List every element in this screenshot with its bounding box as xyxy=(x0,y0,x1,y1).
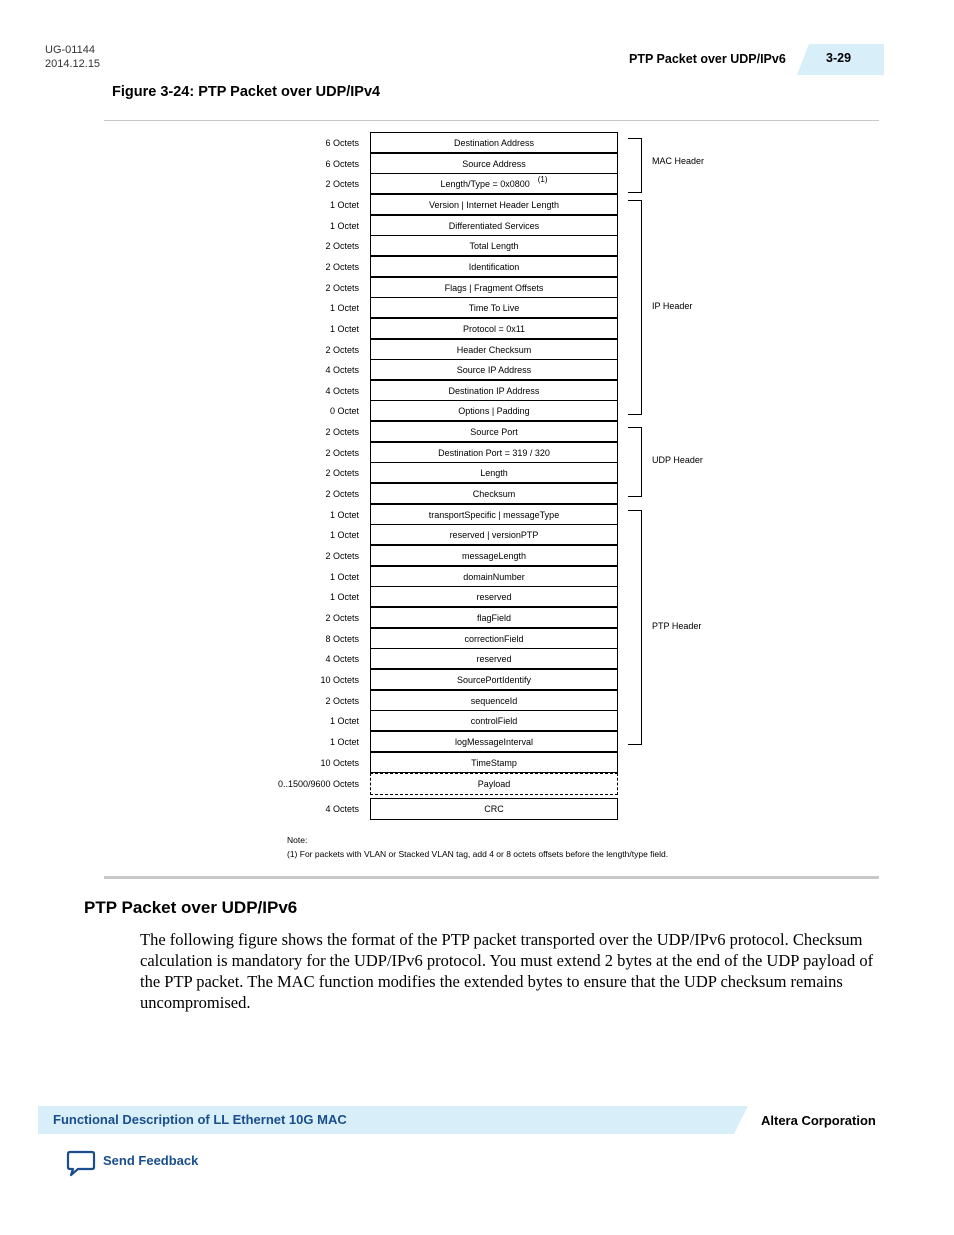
packet-field xyxy=(370,798,618,820)
figure-bottom-rule xyxy=(104,876,879,879)
figure-note-label: Note: xyxy=(287,835,308,845)
ip-header-bracket xyxy=(628,200,642,415)
octet-count: 1 Octet xyxy=(329,591,359,602)
section-paragraph: The following figure shows the format of the PTP packet transported over the UDP/IPv6 protocol. Checksum calculation is mandatory for the UDP/IPv6 protocol. You must extend 2 bytes at the end of the UDP payload of the PTP packet. The MAC function modifies the extended bytes to ensure that the UDP checksum remains uncompromised. xyxy=(140,930,874,1012)
packet-field-label: Flags | Fragment Offsets xyxy=(444,282,544,293)
octet-count: 2 Octets xyxy=(325,447,359,458)
packet-field-label: Checksum xyxy=(472,488,516,499)
footer-company: Altera Corporation xyxy=(761,1113,876,1128)
packet-field xyxy=(370,628,618,649)
packet-field xyxy=(370,194,618,215)
mac-header-bracket xyxy=(628,138,642,193)
packet-field-label: Options | Padding xyxy=(458,405,530,416)
packet-field-label: reserved xyxy=(476,591,512,602)
octet-count: 1 Octet xyxy=(329,736,359,747)
octet-count: 2 Octets xyxy=(325,426,359,437)
packet-field-label: controlField xyxy=(470,715,518,726)
packet-field-label: Time To Live xyxy=(468,302,520,313)
ip-header-label: IP Header xyxy=(652,301,693,311)
octet-count: 1 Octet xyxy=(329,323,359,334)
packet-field-label: messageLength xyxy=(461,550,527,561)
packet-field xyxy=(370,669,618,690)
octet-count: 1 Octet xyxy=(329,715,359,726)
octet-count: 2 Octets xyxy=(325,612,359,623)
udp-header-label: UDP Header xyxy=(652,455,703,465)
packet-field-label: domainNumber xyxy=(463,571,525,582)
octet-count: 1 Octet xyxy=(329,220,359,231)
packet-field-label: SourcePortIdentify xyxy=(456,674,532,685)
document-id: UG-01144 xyxy=(45,44,95,56)
packet-field-label: Identification xyxy=(468,261,520,272)
packet-field xyxy=(370,545,618,566)
packet-field xyxy=(370,752,618,773)
octet-count: 2 Octets xyxy=(325,488,359,499)
packet-field-label: flagField xyxy=(476,612,512,623)
octet-count: 2 Octets xyxy=(325,695,359,706)
figure-title: Figure 3-24: PTP Packet over UDP/IPv4 xyxy=(112,84,381,100)
packet-field-label: Payload xyxy=(477,779,511,789)
packet-field-label: reserved xyxy=(476,653,512,664)
packet-field-label: Destination Address xyxy=(453,137,535,148)
octet-count: 4 Octets xyxy=(325,653,359,664)
running-header-section: PTP Packet over UDP/IPv6 xyxy=(629,52,786,66)
packet-field xyxy=(370,690,618,711)
page-number: 3-29 xyxy=(826,51,852,65)
section-heading: PTP Packet over UDP/IPv6 xyxy=(84,898,298,917)
octet-count: 1 Octet xyxy=(329,302,359,313)
packet-field xyxy=(370,359,618,380)
octet-count: 2 Octets xyxy=(325,178,359,189)
packet-field-label: Source IP Address xyxy=(456,364,532,375)
packet-field xyxy=(370,566,618,587)
packet-field xyxy=(370,173,618,194)
octet-count: 0 Octet xyxy=(329,405,359,416)
packet-field xyxy=(370,215,618,236)
packet-field-label: TimeStamp xyxy=(471,757,517,768)
octet-count: 2 Octets xyxy=(325,344,359,355)
figure-note-text: (1) For packets with VLAN or Stacked VLAN tag, add 4 or 8 octets offsets before the length/type field. xyxy=(287,849,669,859)
packet-field-label: transportSpecific | messageType xyxy=(428,509,560,520)
octet-count: 6 Octets xyxy=(325,158,359,169)
packet-field-label: Destination Port = 319 / 320 xyxy=(438,447,550,458)
packet-field xyxy=(370,524,618,545)
packet-field-label: Length xyxy=(480,467,508,478)
octet-count: 2 Octets xyxy=(325,261,359,272)
octet-count: 1 Octet xyxy=(329,199,359,210)
packet-field-label: Protocol = 0x11 xyxy=(462,323,526,334)
packet-field xyxy=(370,400,618,421)
packet-field-label: Total Length xyxy=(469,240,519,251)
packet-field xyxy=(370,504,618,525)
speech-bubble-icon[interactable] xyxy=(66,1150,96,1183)
octet-count: 4 Octets xyxy=(325,364,359,375)
packet-field-label: Destination IP Address xyxy=(448,385,540,396)
octet-count: 2 Octets xyxy=(325,282,359,293)
packet-field xyxy=(370,442,618,463)
footer-chapter-title: Functional Description of LL Ethernet 10G MAC xyxy=(53,1112,347,1127)
packet-field-label: Differentiated Services xyxy=(448,220,540,231)
packet-field xyxy=(370,297,618,318)
packet-field xyxy=(370,277,618,298)
udp-header-bracket xyxy=(628,427,642,497)
octet-count: 2 Octets xyxy=(325,467,359,478)
packet-field-label: reserved | versionPTP xyxy=(449,529,539,540)
octet-count: 1 Octet xyxy=(329,529,359,540)
packet-field-label: Header Checksum xyxy=(456,344,532,355)
packet-field-label: Version | Internet Header Length xyxy=(429,199,559,210)
packet-field-label: correctionField xyxy=(464,633,524,644)
packet-field xyxy=(370,339,618,360)
packet-field-label: CRC xyxy=(484,804,504,814)
packet-field xyxy=(370,607,618,628)
packet-field-label: Length/Type = 0x0800 xyxy=(440,178,530,189)
packet-field xyxy=(370,586,618,607)
octet-count: 6 Octets xyxy=(325,137,359,148)
send-feedback-link[interactable]: Send Feedback xyxy=(103,1153,199,1168)
packet-field xyxy=(370,256,618,277)
packet-field xyxy=(370,153,618,174)
footnote-marker: (1) xyxy=(537,175,548,184)
packet-field xyxy=(370,773,618,795)
octet-count: 2 Octets xyxy=(325,550,359,561)
packet-field xyxy=(370,132,618,153)
figure-top-rule xyxy=(104,120,879,121)
packet-field-label: sequenceId xyxy=(470,695,518,706)
octet-count: 10 Octets xyxy=(320,674,359,685)
octet-count: 0..1500/9600 Octets xyxy=(277,779,359,789)
packet-field xyxy=(370,483,618,504)
document-id-block xyxy=(45,43,100,71)
octet-count: 2 Octets xyxy=(325,240,359,251)
ptp-header-bracket xyxy=(628,510,642,745)
packet-field-label: Source Address xyxy=(462,158,526,169)
octet-count: 1 Octet xyxy=(329,571,359,582)
packet-field xyxy=(370,380,618,401)
packet-field xyxy=(370,421,618,442)
octet-count: 4 Octets xyxy=(325,804,359,814)
packet-field xyxy=(370,731,618,752)
octet-count: 4 Octets xyxy=(325,385,359,396)
packet-field-label: logMessageInterval xyxy=(454,736,534,747)
packet-field xyxy=(370,710,618,731)
ptp-header-label: PTP Header xyxy=(652,621,702,631)
packet-field xyxy=(370,318,618,339)
packet-field xyxy=(370,648,618,669)
octet-count: 10 Octets xyxy=(320,757,359,768)
octet-count: 8 Octets xyxy=(325,633,359,644)
packet-field xyxy=(370,462,618,483)
document-date: 2014.12.15 xyxy=(45,58,101,70)
mac-header-label: MAC Header xyxy=(652,156,705,166)
packet-field-label: Source Port xyxy=(470,426,518,437)
packet-field xyxy=(370,235,618,256)
octet-count: 1 Octet xyxy=(329,509,359,520)
